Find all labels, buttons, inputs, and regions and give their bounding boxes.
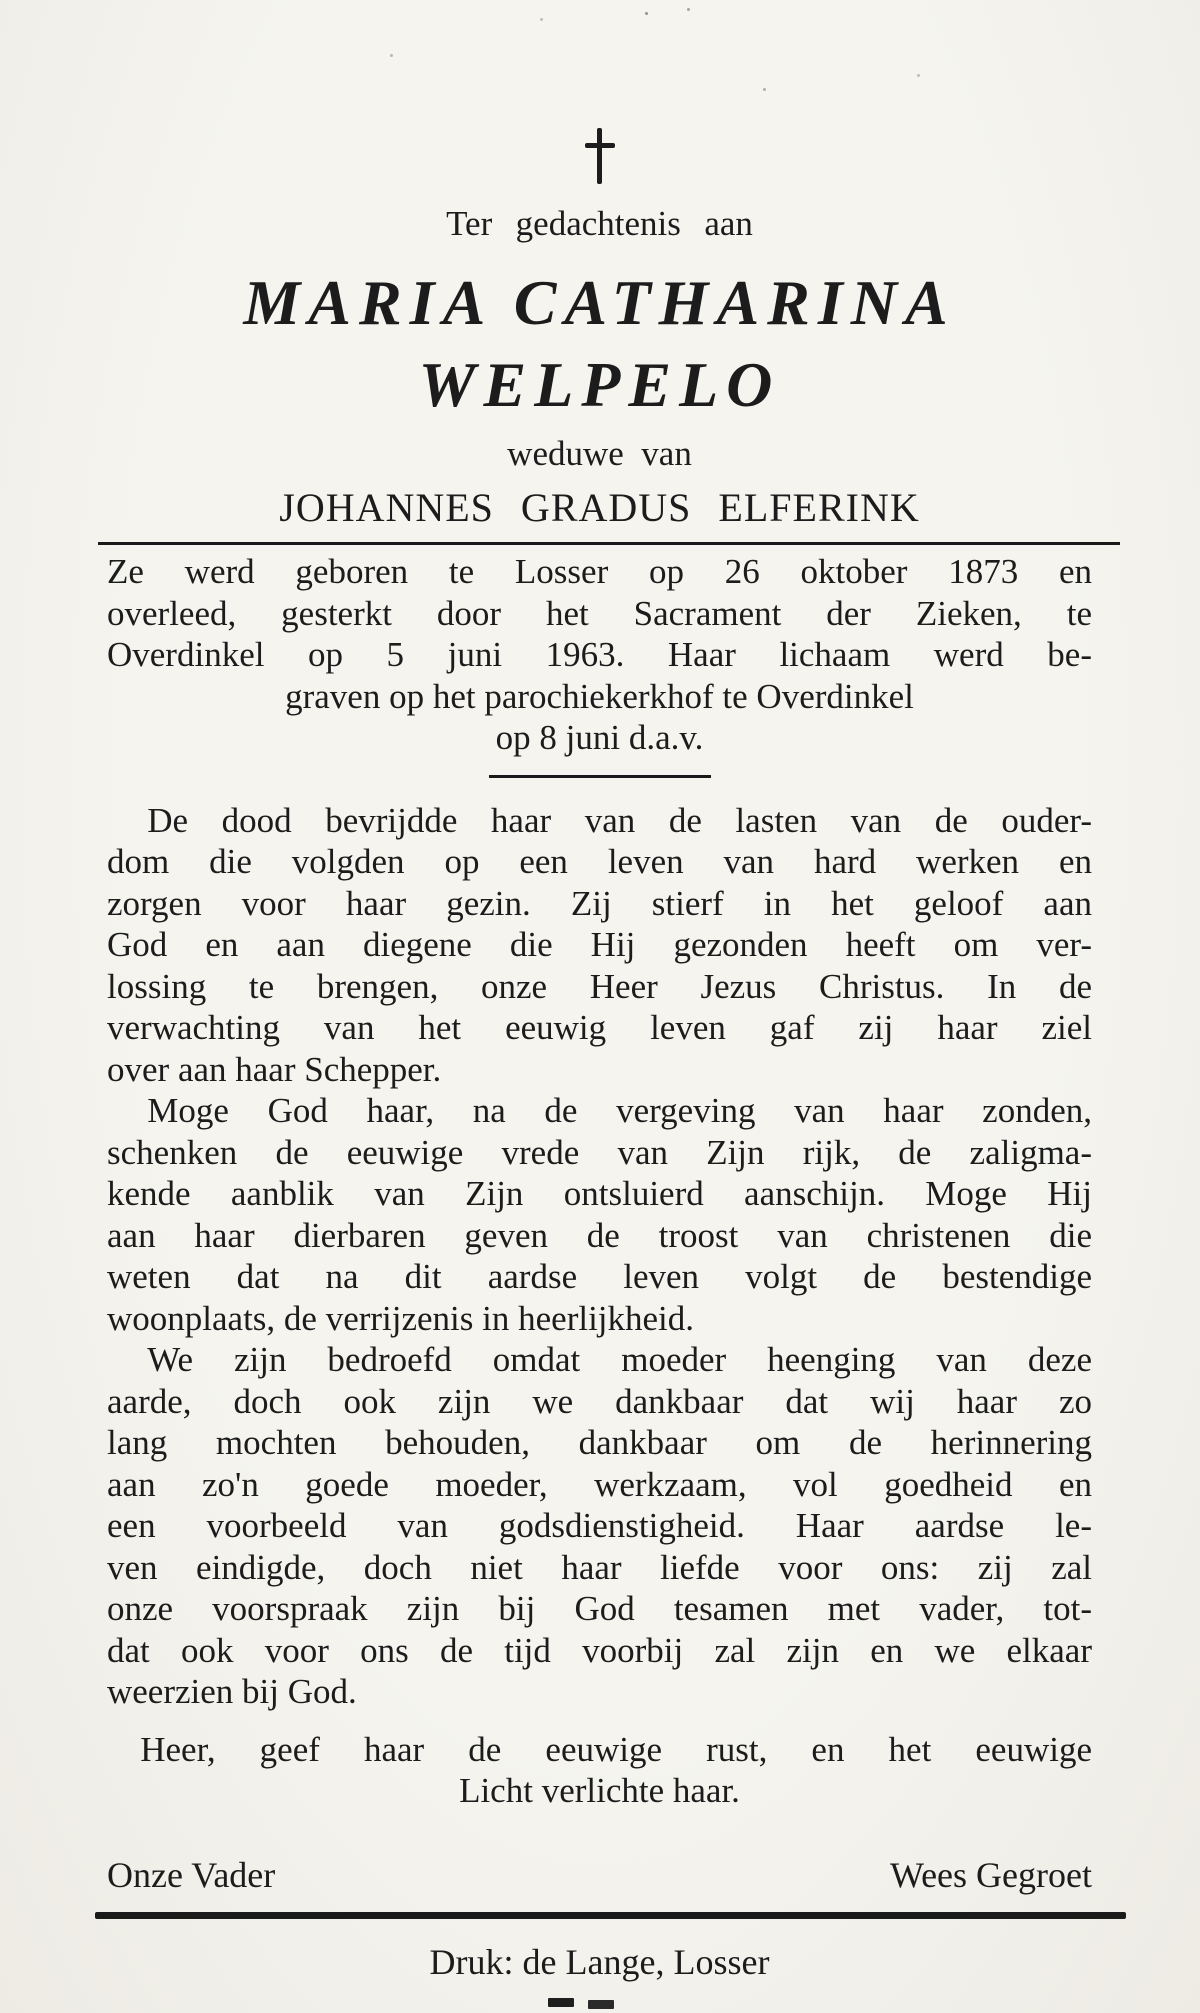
dedication-line: Ter gedachtenis aan — [446, 204, 753, 243]
text-line: aan zo'n goede moeder, werkzaam, vol goedheid en — [107, 1464, 1092, 1504]
printer-credit: Druk: de Lange, Losser — [429, 1941, 770, 1982]
prayer-left-label: Onze Vader — [107, 1854, 276, 1895]
scan-edge-artifact — [548, 1998, 574, 2007]
text-line: dom die volgden op een leven van hard werken en — [107, 842, 1092, 881]
paragraph-2 — [107, 1090, 1092, 1339]
text-line: We zijn bedroefd omdat moeder heenging van deze — [147, 1340, 1092, 1379]
text-line: Licht verlichte haar. — [459, 1771, 740, 1810]
text-line: schenken de eeuwige vrede van Zijn rijk, de zaligma- — [107, 1132, 1092, 1172]
text-line: verwachting van het eeuwig leven gaf zij haar ziel — [107, 1008, 1092, 1047]
paragraph-1 — [107, 800, 1092, 1091]
text-line: dat ook voor ons de tijd voorbij zal zijn en we elkaar — [107, 1630, 1092, 1670]
text-line: lossing te brengen, onze Heer Jezus Christus. In de — [107, 966, 1092, 1006]
relation-line: weduwe van — [507, 434, 692, 473]
text-line: over aan haar Schepper. — [107, 1049, 442, 1089]
card-header — [107, 128, 1092, 534]
text-line: Moge God haar, na de vergeving van haar zonden, — [147, 1091, 1092, 1130]
closing-prayer — [107, 1729, 1092, 1812]
text-line: aarde, doch ook zijn we dankbaar dat wij haar zo — [107, 1381, 1092, 1421]
header-divider-rule — [98, 542, 1120, 545]
deceased-name-line1: MARIA CATHARINA — [243, 267, 956, 338]
text-line: aan haar dierbaren geven de troost van christenen die — [107, 1215, 1092, 1255]
memorial-text-section — [107, 800, 1092, 1713]
paragraph-3 — [107, 1339, 1092, 1713]
latin-cross-icon — [578, 128, 622, 184]
text-line: Heer, geef haar de eeuwige rust, en het eeuwige — [140, 1729, 1092, 1769]
text-line: Overdinkel op 5 juni 1963. Haar lichaam werd be- — [107, 635, 1092, 674]
husband-name-line: JOHANNES GRADUS ELFERINK — [279, 485, 920, 530]
text-line: op 8 juni d.a.v. — [495, 718, 704, 757]
text-line: kende aanblik van Zijn ontsluierd aanschijn. Moge Hij — [107, 1174, 1092, 1213]
section-divider-rule — [489, 775, 711, 778]
text-line: graven op het parochiekerkhof te Overdinkel — [285, 676, 914, 716]
bottom-rule — [95, 1912, 1126, 1919]
vitals-section — [107, 551, 1092, 759]
text-line: zorgen voor haar gezin. Zij stierf in het geloof aan — [107, 883, 1092, 923]
prayer-right-label: Wees Gegroet — [889, 1854, 1092, 1895]
vitals-justified-lines — [107, 551, 1092, 676]
text-line: weten dat na dit aardse leven volgt de bestendige — [107, 1257, 1092, 1296]
text-line: weerzien bij God. — [107, 1672, 357, 1711]
text-line: De dood bevrijdde haar van de lasten van de ouder- — [147, 800, 1092, 840]
text-line: Ze werd geboren te Losser op 26 oktober 1873 en — [107, 552, 1092, 591]
deceased-name-line2: WELPELO — [418, 349, 781, 420]
text-line: een voorbeeld van godsdienstigheid. Haar aardse le- — [107, 1506, 1092, 1545]
text-line: ven eindigde, doch niet haar liefde voor ons: zij zal — [107, 1547, 1092, 1587]
text-line: overleed, gesterkt door het Sacrament der Zieken, te — [107, 593, 1092, 633]
text-line: God en aan diegene die Hij gezonden heeft om ver- — [107, 925, 1092, 964]
text-line: onze voorspraak zijn bij God tesamen met vader, tot- — [107, 1589, 1092, 1628]
prayers-row — [107, 1852, 1092, 1898]
text-line: woonplaats, de verrijzenis in heerlijkheid. — [107, 1298, 695, 1338]
vitals-centered-lines — [107, 676, 1092, 759]
text-line: lang mochten behouden, dankbaar om de herinnering — [107, 1423, 1092, 1462]
